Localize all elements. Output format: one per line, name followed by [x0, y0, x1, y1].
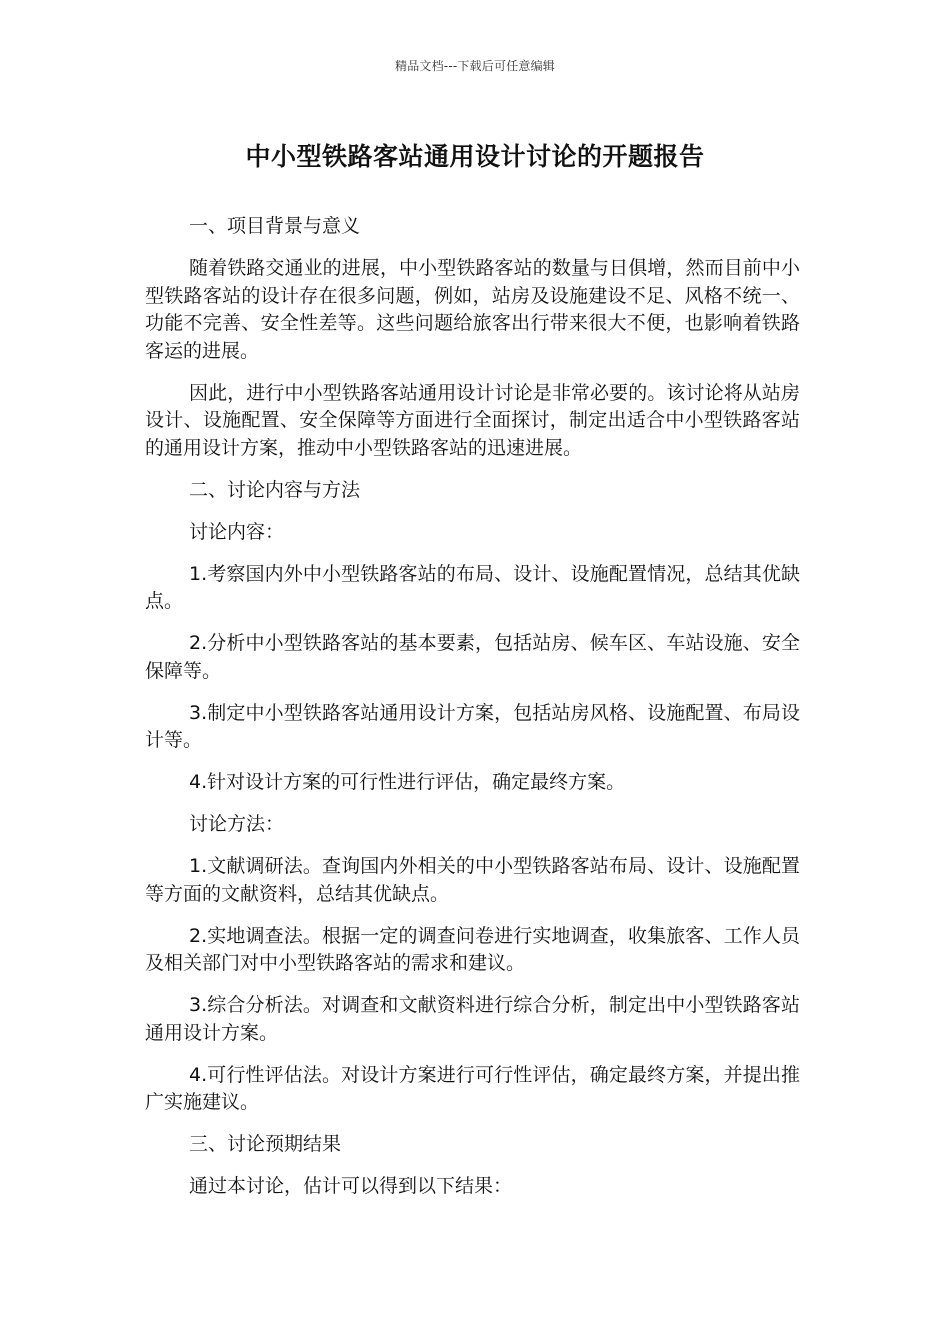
- paragraph-expected-results: 通过本讨论，估计可以得到以下结果：: [189, 1175, 513, 1197]
- document-body: [145, 213, 800, 1215]
- section-heading-expected-results: 三、讨论预期结果: [189, 1133, 342, 1155]
- document-title: 中小型铁路客站通用设计讨论的开题报告: [245, 142, 705, 171]
- header-note: 精品文档---下载后可任意编辑: [395, 59, 555, 73]
- content-item-3: 3.制定中小型铁路客站通用设计方案，包括站房风格、设施配置、布局设计等。: [145, 701, 800, 751]
- method-item-2: 2.实地调查法。根据一定的调查问卷进行实地调查，收集旅客、工作人员及相关部门对中小型铁路客站的需求和建议。: [145, 924, 800, 974]
- paragraph-significance: 因此，进行中小型铁路客站通用设计讨论是非常必要的。该讨论将从站房设计、设施配置、安全保障等方面进行全面探讨，制定出适合中小型铁路客站的通用设计方案，推动中小型铁路客站的迅速进展。: [145, 381, 800, 459]
- content-item-1: 1.考察国内外中小型铁路客站的布局、设计、设施配置情况，总结其优缺点。: [145, 562, 800, 612]
- method-item-4: 4.可行性评估法。对设计方案进行可行性评估，确定最终方案，并提出推广实施建议。: [145, 1063, 800, 1113]
- content-item-2: 2.分析中小型铁路客站的基本要素，包括站房、候车区、车站设施、安全保障等。: [145, 632, 800, 682]
- section-heading-background: 一、项目背景与意义: [189, 215, 361, 237]
- subheading-method: 讨论方法：: [189, 813, 285, 835]
- subheading-content: 讨论内容：: [189, 520, 285, 543]
- paragraph-background: 随着铁路交通业的进展，中小型铁路客站的数量与日俱增，然而目前中小型铁路客站的设计存在很多问题，例如，站房及设施建设不足、风格不统一、功能不完善、安全性差等。这些问题给旅客出行带来很大不便，也影响着铁路客运的进展。: [145, 257, 800, 362]
- content-item-4: 4.针对设计方案的可行性进行评估，确定最终方案。: [189, 771, 626, 793]
- method-item-1: 1.文献调研法。查询国内外相关的中小型铁路客站布局、设计、设施配置等方面的文献资料，总结其优缺点。: [145, 855, 800, 905]
- method-item-3: 3.综合分析法。对调查和文献资料进行综合分析，制定出中小型铁路客站通用设计方案。: [145, 994, 800, 1044]
- section-heading-content-method: 二、讨论内容与方法: [189, 478, 361, 501]
